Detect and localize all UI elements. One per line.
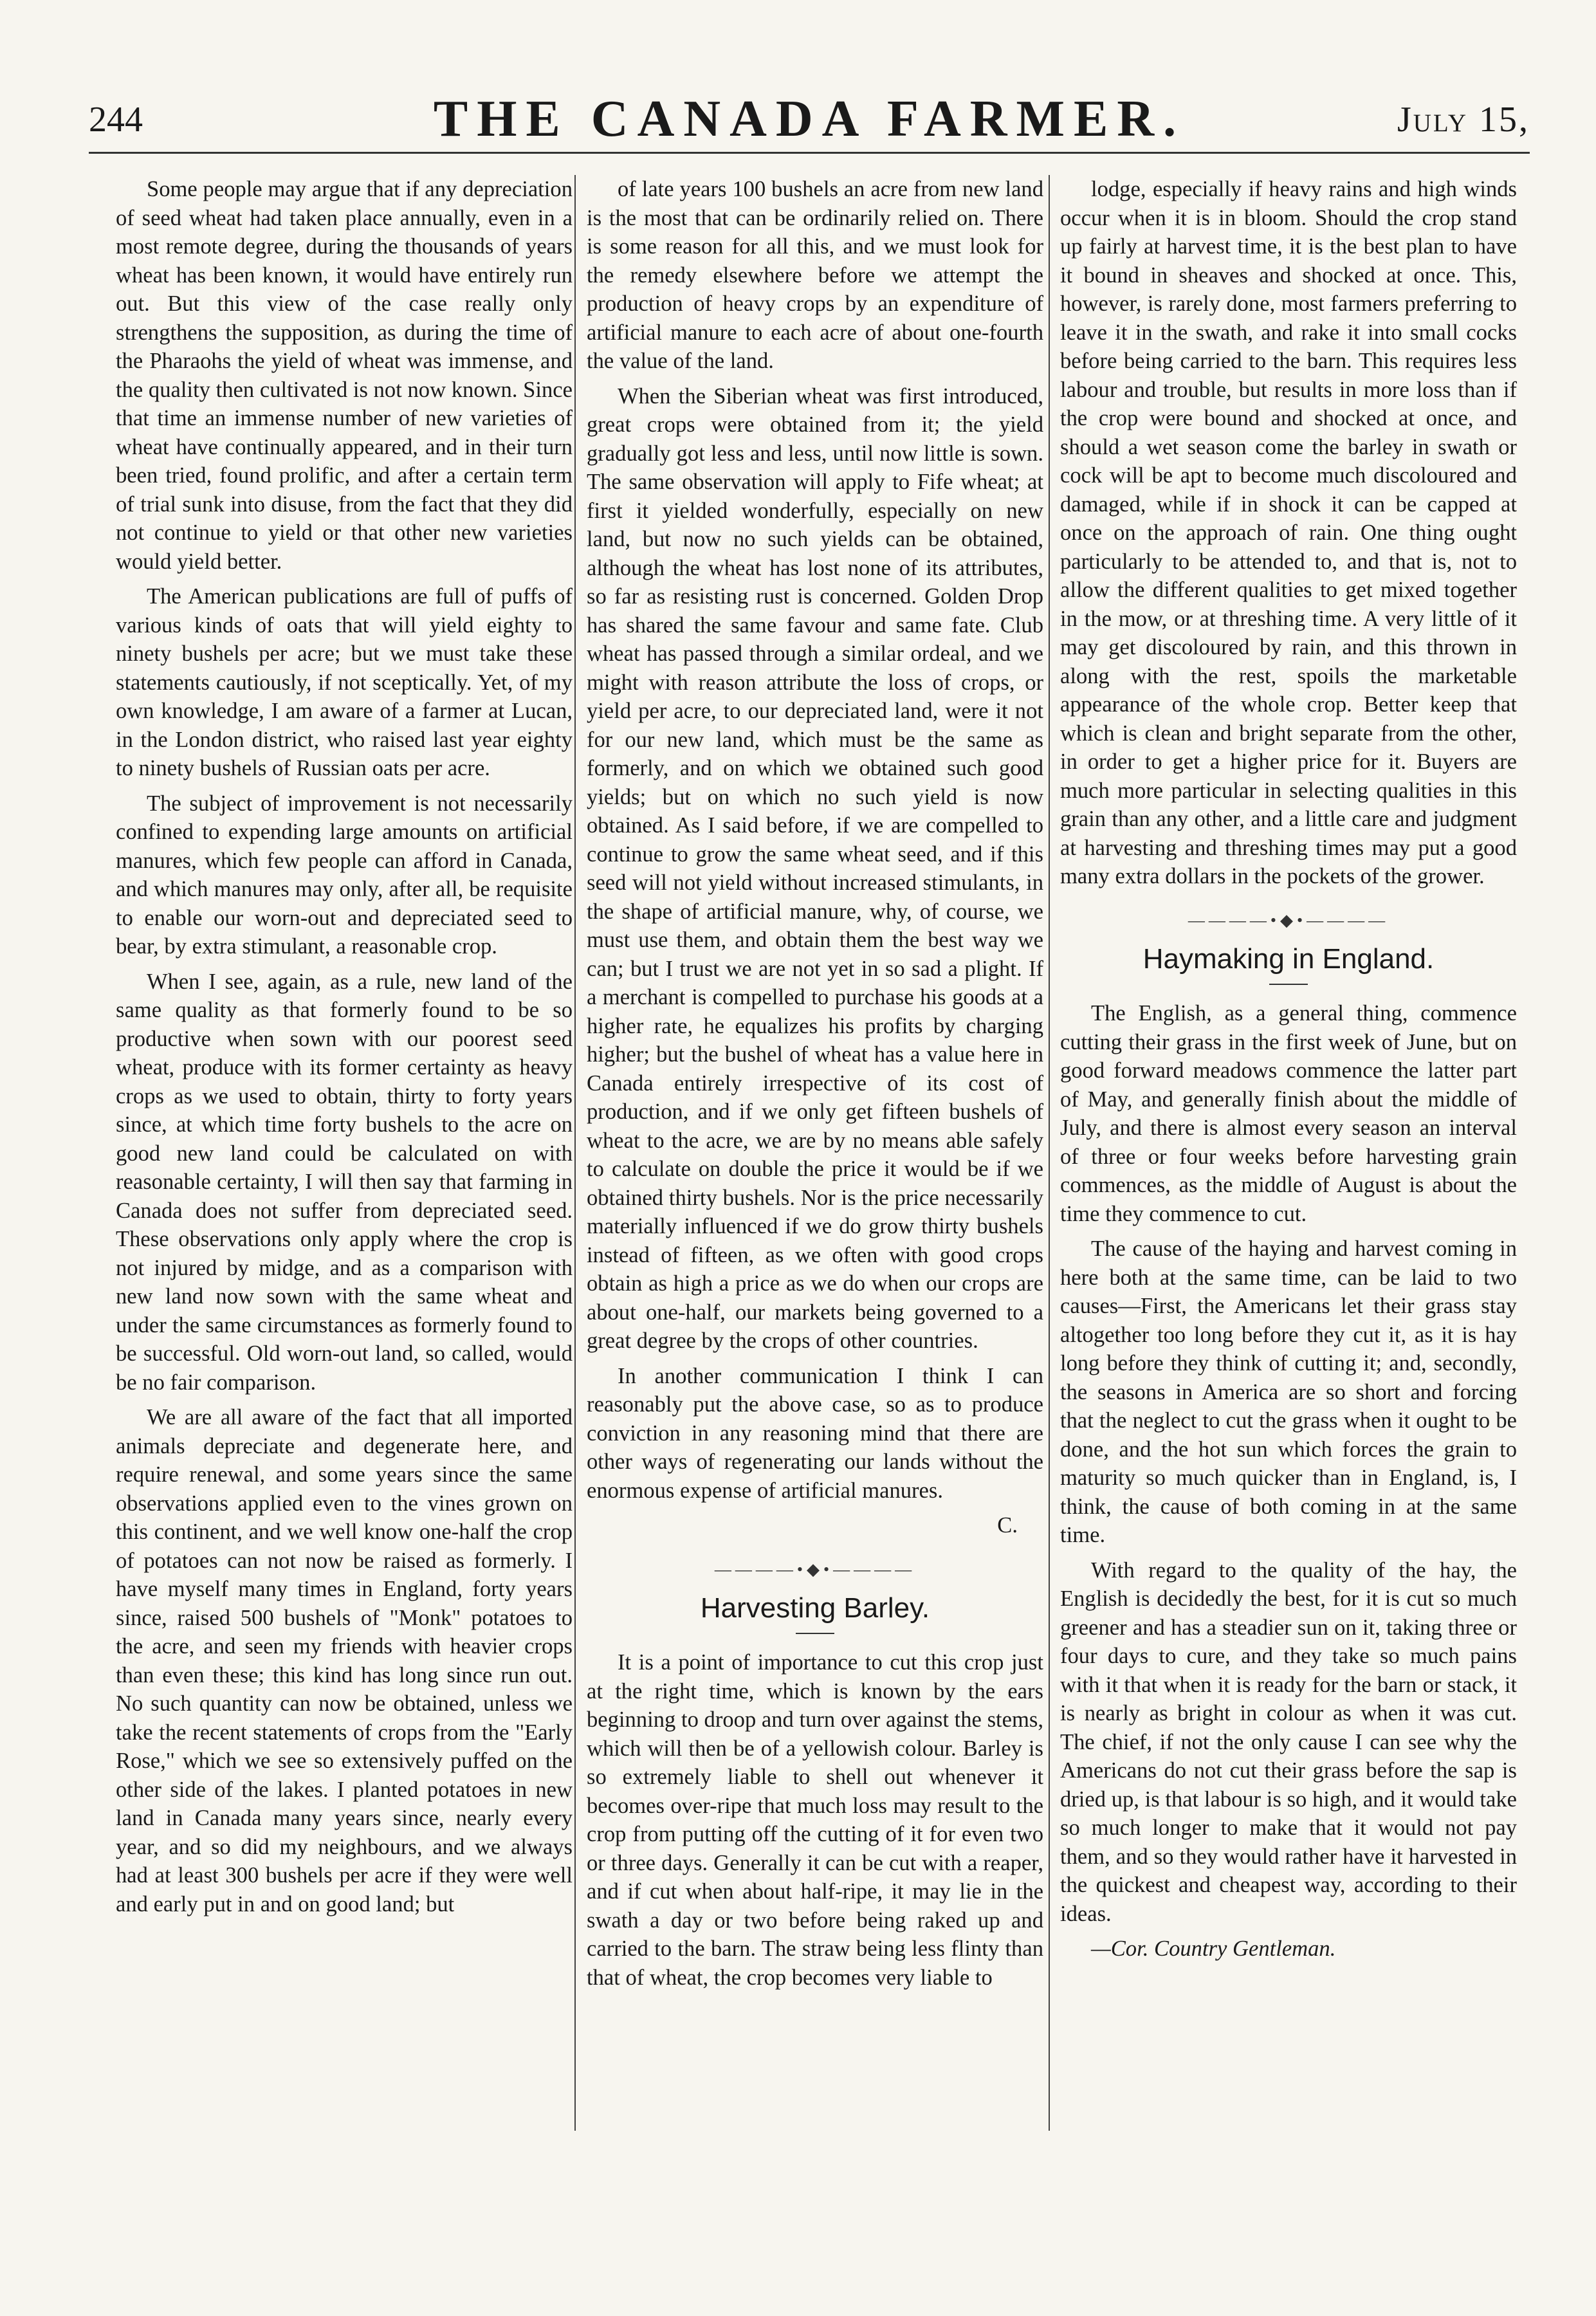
issue-date: July 15, [1397, 100, 1530, 140]
title-rule [1269, 984, 1308, 985]
section-ornament: ————•◆•———— [1188, 910, 1390, 930]
paragraph: The cause of the haying and harvest coming in here both at the same time, can be laid to two causes—First, the Americans let their grass stay altogether too long before they cut it, as it is hay long before they think of cutting it; and, secondly, the seasons in America are so short and forcing that the neglect to cut the grass when it ought to be done, and the hot sun which forces the grain to maturity so much quicker than in England, is, I think, the cause of both coming in at the same time. [1060, 1236, 1517, 1547]
page-header [89, 90, 1530, 154]
article-credit: —Cor. Country Gentleman. [1091, 1936, 1336, 1961]
title-rule [796, 1633, 834, 1634]
column-2 [587, 175, 1043, 1998]
paragraph: We are all aware of the fact that all imported animals depreciate and degenerate here, and require renewal, and some years since the same observations applied even to the vines grown on this continent, and we well know one-half the crop of potatoes can not now be raised as formerly. I have myself many times in England, forty years since, raised 500 bushels of "Monk" potatoes to the acre, and seen my friends with heavier crops than even these; this kind has long since run out. No such quantity can now be obtained, unless we take the recent statements of crops from the "Early Rose," which we see so extensively puffed on the other side of the lakes. I planted potatoes in new land in Canada many years since, nearly every year, and so did my neighbours, and we always had at least 300 bushels per acre if they were well and early put in and on good land; but [116, 1405, 573, 1916]
article-title: Haymaking in England. [1142, 943, 1435, 975]
column-divider [574, 175, 576, 2131]
paragraph: It is a point of importance to cut this crop just at the right time, which is known by the ears beginning to droop and turn over against the stems, which will then be of a yellowish colour. Barley is so extremely liable to shell out whenever it becomes over-ripe that much loss may result to the crop from putting off the cutting of it for even two or three days. Generally it can be cut with a reaper, and if cut when about half-ripe, it may lie in the swath a day or two before being raked up and carried to the barn. The straw being less flinty than that of wheat, the crop becomes very liable to [587, 1650, 1043, 1990]
paragraph: When I see, again, as a rule, new land of the same quality as that formerly found to be so productive when sown with our poorest seed wheat, produce with its former certainty as heavy crops as we used to obtain, thirty to forty years since, at which time forty bushels to the acre on good new land could be calculated on with reasonable certainty, I will then say that farming in Canada does not suffer from depreciated seed. These observations only apply where the crop is not injured by midge, and as a comparison with new land now sown with the same wheat and under the same circumstances as formerly found to be successful. Old worn-out land, so called, would be no fair comparison. [116, 969, 573, 1395]
article-title: Harvesting Barley. [700, 1592, 930, 1624]
paragraph: Some people may argue that if any depreciation of seed wheat had taken place annually, even in a most remote degree, during the thousands of years wheat has been known, it would have entirely run out. But this view of the case really only strengthens the supposition, as during the time of the Pharaohs the yield of wheat was immense, and the quality then cultivated is not now known. Since that time an immense number of new varieties of wheat have continually appeared, and in their turn been tried, found prolific, and after a certain term of trial sunk into disuse, from the fact that they did not continue to yield or that other new varieties would yield better. [116, 177, 573, 574]
paragraph: The subject of improvement is not necessarily confined to expending large amounts on artificial manures, which few people can afford in Canada, and which manures may only, after all, be requisite to enable our worn-out and depreciated seed to bear, by extra stimulant, a reasonable crop. [116, 791, 573, 959]
paragraph: With regard to the quality of the hay, the English is decidedly the best, for it is cut so much greener and has a steadier sun on it, taking three or four days to cure, and they take so much pains with it that when it is ready for the barn or stack, it is nearly as bright in colour as when it was cut. The chief, if not the only cause I can see why the Americans do not cut their grass before the sap is dried up, is that labour is so high, and it would take so much longer to make that it would not pay them, and so they would rather have it harvested in the quickest and cheapest way, according to their ideas. [1060, 1558, 1517, 1926]
paragraph: of late years 100 bushels an acre from new land is the most that can be ordinarily relied on. There is some reason for all this, and we must look for the remedy elsewhere before we attempt the production of heavy crops by an expenditure of artificial manure to each acre of about one-fourth the value of the land. [587, 177, 1043, 373]
newspaper-title: THE CANADA FARMER. [433, 91, 1186, 147]
author-signature: C. [997, 1513, 1018, 1538]
paragraph: The American publications are full of puffs of various kinds of oats that will yield eighty to ninety bushels per acre; but we must take these statements cautiously, if not sceptically. Yet, of my own knowledge, I am aware of a farmer at Lucan, in the London district, who raised last year eighty to ninety bushels of Russian oats per acre. [116, 584, 573, 780]
column-3 [1060, 175, 1517, 1970]
paragraph: When the Siberian wheat was first introduced, great crops were obtained from it; the yield gradually got less and less, until now little is sown. The same observation will apply to Fife wheat; at first it yielded wonderfully, especially on new land, but now no such yields can be obtained, although the wheat has lost none of its attributes, so far as resisting rust is concerned. Golden Drop has shared the same favour and same fate. Club wheat has passed through a similar ordeal, and we might with reason attribute the loss of crops, or yield per acre, to our depreciated land, were it not for our new land, which must be the same as formerly, and on which we obtained such good yields; but on which no such yield is now obtained. As I said before, if we are compelled to continue to grow the same wheat seed, and if this seed will not yield without increased stimulants, in the shape of artificial manure, why, of course, we must use them, and obtain them the best way we can; but I trust we are not yet in so sad a plight. If a merchant is compelled to purchase his goods at a higher rate, he equalizes his profits by charging higher; but the bushel of wheat has a value here in Canada entirely irrespective of its cost of production, and if we only get fifteen bushels of wheat to the acre, we are by no means able safely to calculate on double the price it would be if we obtained thirty bushels. Nor is the price necessarily materially influenced if we do grow thirty bushels instead of fifteen, as we often with good crops obtain as high a price as we do when our crops are about one-half, our markets being governed to a great degree by the crops of other countries. [587, 383, 1043, 1353]
paragraph: lodge, especially if heavy rains and high winds occur when it is in bloom. Should the crop stand up fairly at harvest time, it is the best plan to have it bound in sheaves and shocked at once. This, however, is rarely done, most farmers preferring to leave it in the swath, and rake it into small cocks before being carried to the barn. This requires less labour and trouble, but results in more loss than if the crop were bound and shocked at once, and should a wet season come the barley in swath or cock will be apt to become much discoloured and damaged, while if in shock it can be capped at once on the approach of rain. One thing ought particularly to be attended to, and that is, not to allow the different qualities to get mixed together in the mow, or at threshing time. A very little of it may get discoloured by rain, and this thrown in along with the rest, spoils the marketable appearance of the whole crop. Better keep that which is clean and bright separate from the other, in order to get a higher price for it. Buyers are much more particular in selecting qualities in this grain than any other, and a little care and judgment at harvesting and threshing times may put a good many extra dollars in the pockets of the grower. [1060, 177, 1517, 888]
section-ornament: ————•◆•———— [714, 1559, 916, 1579]
column-1 [116, 175, 573, 1925]
paragraph: In another communication I think I can reasonably put the above case, so as to produce conviction in any reasoning mind that there are other ways of regenerating our lands without the enormous expense of artificial manures. [587, 1363, 1043, 1503]
page-number: 244 [89, 100, 143, 140]
paragraph: The English, as a general thing, commence cutting their grass in the first week of June, but on good forward meadows commence the latter part of May, and generally finish about the middle of July, and there is almost every season an interval of three or four weeks before harvesting grain commences, as the middle of August is about the time they commence to cut. [1060, 1001, 1517, 1226]
column-divider [1049, 175, 1050, 2131]
header-rule [89, 152, 1530, 154]
